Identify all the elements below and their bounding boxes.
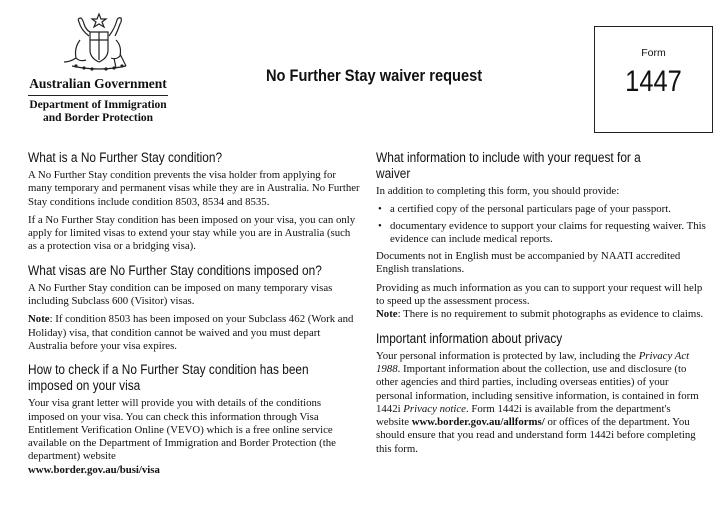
heading-line: How to check if a No Further Stay condition has been: [28, 362, 309, 378]
right-column: [376, 150, 706, 461]
list-item: [376, 203, 706, 216]
form-number-box: [594, 26, 713, 133]
paragraph: If a No Further Stay condition has been imposed on your visa, you can only apply for limited visas to extend your stay while you are in Australia (such as a protection visa or a bridging visa).: [28, 213, 356, 253]
left-column: [28, 150, 360, 482]
section-heading: Important information about privacy: [376, 330, 563, 346]
text: . Form 1442i is available from the department's website: [376, 402, 671, 429]
page-title: No Further Stay waiver request: [266, 66, 483, 85]
form-header: [0, 0, 725, 150]
note-text: : There is no requirement to submit photographs as evidence to claims.: [397, 308, 704, 321]
government-name: Australian Government: [29, 76, 167, 91]
paragraph: In addition to completing this form, you should provide:: [376, 185, 620, 197]
department-name: [24, 99, 172, 125]
paragraph: A No Further Stay condition prevents the visa holder from applying for many temporary and permanent visas while they are in Australia. No Further Stay conditions include condition 8503, 8534 and 8535.: [28, 169, 360, 208]
department-line-1: Department of Immigration: [29, 99, 167, 111]
section-heading: [28, 362, 358, 394]
heading-line: waiver: [376, 166, 411, 181]
list-item-text: a certified copy of the personal particulars page of your passport.: [390, 203, 671, 216]
paragraph: [28, 397, 360, 477]
privacy-paragraph: [376, 350, 706, 456]
heading-line: imposed on your visa: [28, 378, 141, 394]
section-heading: What visas are No Further Stay conditions imposed on?: [28, 262, 322, 278]
note-text: : If condition 8503 has been imposed on your Subclass 462 (Work and Holiday) visa, that condition cannot be waived and you must depart Australia before your visa expires.: [28, 313, 354, 352]
heading-line: What information to include with your request for a: [376, 150, 641, 165]
text: or offices of the department. You should ensure that you read and understand form 1442i before completing this form.: [376, 416, 696, 455]
paragraph: A No Further Stay condition can be imposed on many temporary visas including Subclass 600 (Visitor) visas.: [28, 281, 333, 308]
text: Your personal information is protected by law, including the: [376, 349, 639, 362]
form-label: Form: [641, 47, 666, 59]
section-heading: [376, 150, 704, 182]
list-item: [376, 220, 706, 247]
text: . Important information about the collection, use and disclosure (to other agencies and third parties, including overseas entities) of your personal information, including sensitive information, is contained in form 1442i: [376, 362, 699, 415]
privacy-act-text: Privacy Act 1988: [376, 349, 690, 375]
note-paragraph: [28, 313, 360, 353]
allforms-link[interactable]: www.border.gov.au/allforms/: [411, 416, 545, 429]
section-heading: What is a No Further Stay condition?: [28, 150, 223, 165]
form-number: 1447: [625, 65, 682, 98]
paragraph-text: Your visa grant letter will provide you with details of the conditions imposed on your visa. You can check this information through Visa Entitlement Verification Online (VEVO) which is a free online service available on the Department of Immigration and Border Protection (the department) website: [28, 397, 336, 463]
divider: [28, 95, 168, 96]
requirements-list: [376, 203, 706, 246]
note-label: Note: [376, 308, 398, 321]
department-line-2: and Border Protection: [42, 112, 154, 124]
bullet: •: [378, 203, 382, 216]
bullet: •: [378, 219, 382, 232]
list-item-text: documentary evidence to support your claims for requesting waiver. This evidence can include medical reports.: [390, 219, 706, 245]
visa-info-link[interactable]: www.border.gov.au/busi/visa: [28, 463, 160, 476]
coat-of-arms-icon: [62, 10, 136, 72]
note-paragraph: [376, 308, 706, 321]
paragraph: Providing as much information as you can to support your request will help to speed up the assessment process.: [376, 281, 703, 308]
paragraph: Documents not in English must be accompanied by NAATI accredited English translations.: [376, 250, 681, 276]
privacy-notice-text: Privacy notice: [403, 402, 466, 415]
note-label: Note: [28, 313, 50, 326]
